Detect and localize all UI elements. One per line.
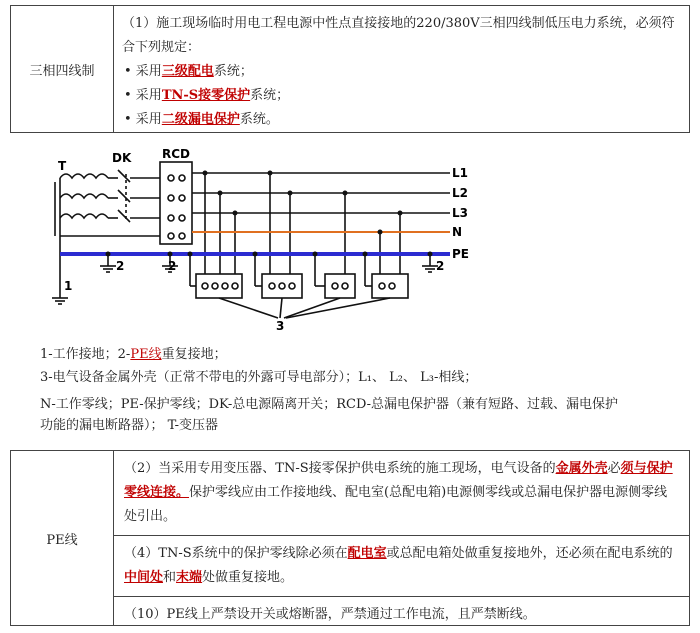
l1-label: L1 (452, 166, 468, 180)
device-3-label: 3 (276, 319, 285, 333)
rule-row: （10）PE线上严禁设开关或熔断器，严禁通过工作电流，且严禁断线。 (124, 607, 536, 622)
ground-2-label: 2 (436, 259, 445, 273)
pe-line-table (10, 450, 690, 626)
legend-line: 功能的漏电断路器）； T-变压器 (40, 418, 219, 433)
transformer-label: T (58, 159, 67, 173)
three-phase-four-wire-table (10, 5, 690, 133)
rule-row: （4）TN-S系统中的保护零线除必须在配电室或总配电箱处做重复接地外，还必须在配电系统的中间处和末端处做重复接地。 (114, 536, 689, 597)
bullet-item: • 采用三级配电系统； (124, 64, 253, 79)
l3-label: L3 (452, 206, 468, 220)
ground-2-label: 2 (116, 259, 125, 273)
legend-line: N-工作零线；PE-保护零线；DK-总电源隔离开关；RCD-总漏电保护器（兼有短路、过载、漏电保护 (40, 397, 619, 412)
rcd-label: RCD (162, 147, 191, 161)
bullet-item: • 采用二级漏电保护系统。 (124, 112, 279, 127)
dk-label: DK (112, 151, 132, 165)
l2-label: L2 (452, 186, 468, 200)
rule-text (114, 6, 689, 132)
rule-row: （2）当采用专用变压器、TN-S接零保护供电系统的施工现场，电气设备的金属外壳必须与保护零线连接。保护零线应由工作接地线、配电室(总配电箱)电源侧零线或总漏电保护器电源侧零线处引出。 (114, 451, 689, 536)
pe-label: PE (452, 247, 469, 261)
bullet-item: • 采用TN-S接零保护系统； (124, 88, 290, 103)
ground-1-label: 1 (64, 279, 73, 293)
intro-text: （1）施工现场临时用电工程电源中性点直接接地的220/380V三相四线制低压电力系统，必须符合下列规定： (122, 16, 675, 55)
legend-line: 1-工作接地；2-PE线重复接地； (40, 347, 227, 362)
legend-line: 3-电气设备金属外壳（正常不带电的外露可导电部分）；L₁、 L₂、 L₃-相线； (40, 370, 478, 385)
n-label: N (452, 225, 463, 239)
category-cell: PE线 (11, 451, 114, 625)
ground-2-label: 2 (168, 259, 177, 273)
tn-s-wiring-diagram (0, 140, 700, 340)
category-cell: 三相四线制 (11, 6, 114, 132)
